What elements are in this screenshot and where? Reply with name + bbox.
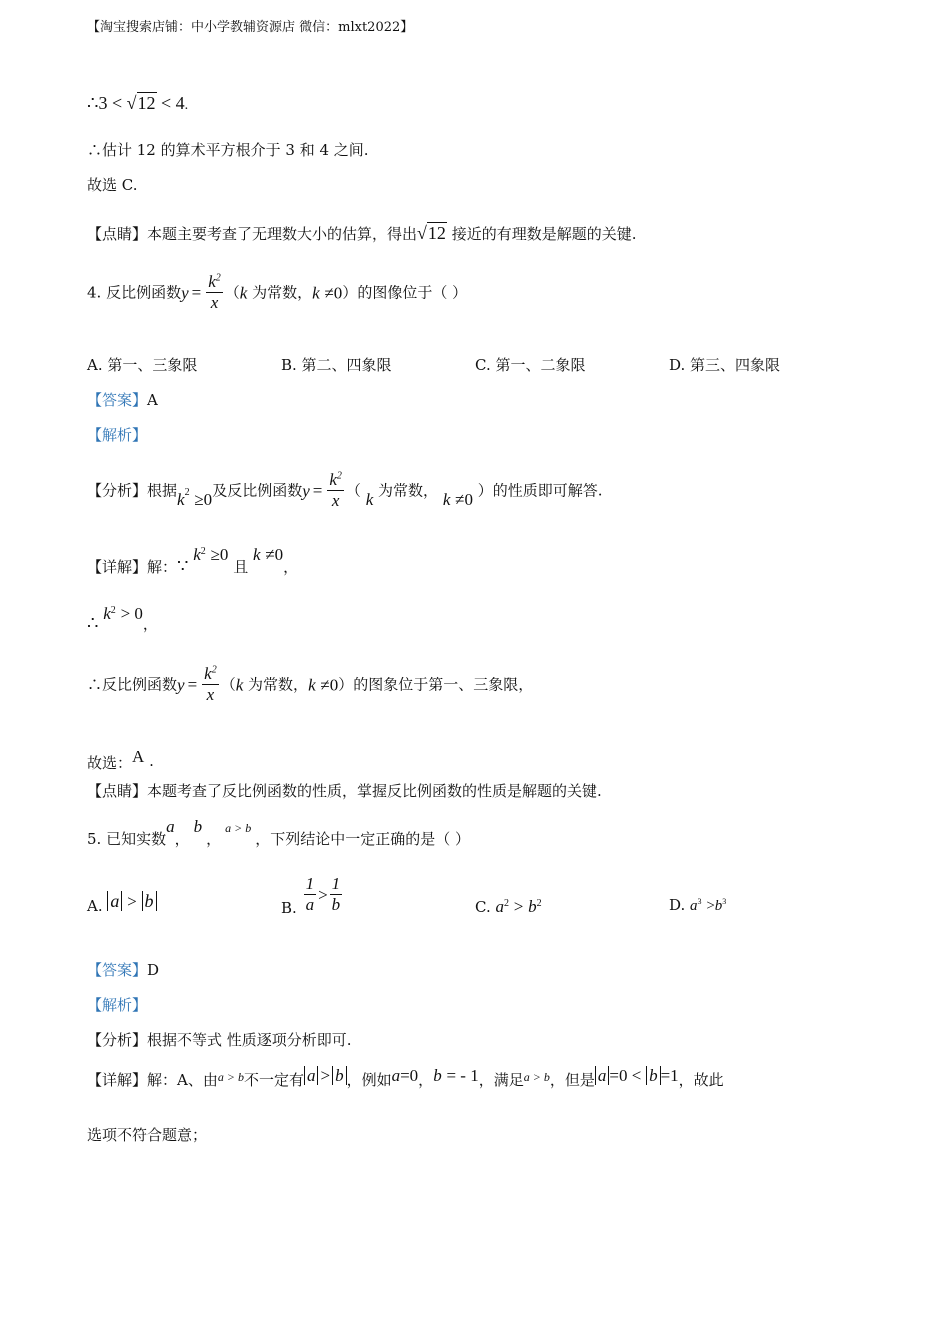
q4-detail-step3: ∴反比例函数y = $\frac{k^2}{x}$ （k 为常数，k ≠0）的图象位于第一、三象限， bbox=[87, 664, 534, 705]
q4-option-d[interactable]: D. 第三、四象限 bbox=[669, 356, 781, 374]
fraction-k2-over-x: $\frac{k^2}{x}$ bbox=[208, 272, 221, 313]
q5-detail-cont: 选项不符合题意； bbox=[87, 1126, 208, 1144]
answer-tag: 【答案】 bbox=[87, 961, 148, 979]
question-5: 5. 已知实数a，b，a > b，下列结论中一定正确的是（ ） bbox=[87, 817, 471, 848]
q4-option-c[interactable]: C. 第一、二象限 bbox=[475, 356, 586, 374]
page-header: 【淘宝搜索店铺：中小学教辅资源店 微信：mlxt2022】 bbox=[87, 20, 414, 35]
sqrt-12-inline: √12 bbox=[417, 223, 446, 243]
q5-answer: 【答案】D bbox=[87, 961, 160, 979]
q5-analysis: 【分析】根据不等式 性质逐项分析即可. bbox=[87, 1031, 352, 1049]
q5-option-d[interactable]: D. $a^3 >b^3$ bbox=[669, 896, 727, 914]
sqrt-12: √12 bbox=[126, 93, 156, 113]
q4-option-b[interactable]: B. 第二、四象限 bbox=[281, 356, 392, 374]
q4-detail-step2: ∴ $k^2 > 0$， bbox=[87, 604, 158, 633]
q4-note: 【点睛】本题考查了反比例函数的性质，掌握反比例函数的性质是解题的关键. bbox=[87, 782, 602, 800]
q4-detail: 【详解】解：∵ $k^2 \ge 0$ 且 k ≠0， bbox=[87, 545, 299, 576]
question-4: 4. 反比例函数y = $\frac{k^2}{x}$ （k 为常数，k ≠0）的图像位于（ ） bbox=[87, 272, 468, 313]
estimate-conclusion: ∴估计 12 的算术平方根介于 3 和 4 之间. bbox=[87, 141, 369, 159]
q4-analysis: 【分析】根据k2 ≥0及反比例函数y = $\frac{k^2}{x}$ （ k 为常数， k ≠0 ）的性质即可解答. bbox=[87, 470, 603, 511]
q5-option-c[interactable]: C. $a^2 > b^2$ bbox=[475, 897, 542, 916]
q4-answer: 【答案】A bbox=[87, 391, 158, 409]
fraction-1-over-a: $\frac{1}{a}$ bbox=[305, 874, 315, 915]
q5-option-b[interactable]: B. $\frac{1}{a}$ > $\frac{1}{b}$ bbox=[281, 874, 341, 917]
q5-option-a[interactable]: A. a > b bbox=[87, 892, 157, 914]
q4-option-a[interactable]: A. 第一、三象限 bbox=[87, 356, 198, 374]
q5-detail: 【详解】解：A、由a > b不一定有 a > b ，例如a=0，b = - 1，满足a > b，但是 a =0 < b =1，故此 bbox=[87, 1066, 724, 1089]
fraction-1-over-b: $\frac{1}{b}$ bbox=[331, 874, 341, 915]
therefore-symbol: ∴ bbox=[87, 613, 99, 633]
note-q3: 【点睛】本题主要考查了无理数大小的估算，得出√12 接近的有理数是解题的关键. bbox=[87, 223, 637, 243]
because-symbol: ∵ bbox=[177, 556, 189, 576]
q4-choose: 故选：A . bbox=[87, 747, 154, 772]
q5-analysis-tag: 【解析】 bbox=[87, 996, 148, 1014]
choose-c: 故选 C. bbox=[87, 176, 138, 194]
fraction-k2-over-x: $\frac{k^2}{x}$ bbox=[204, 664, 217, 705]
therefore-symbol: ∴ bbox=[87, 93, 99, 113]
estimate-inequality: ∴3 < √12 < 4. bbox=[87, 93, 189, 113]
fraction-k2-over-x: $\frac{k^2}{x}$ bbox=[329, 470, 342, 511]
q4-analysis-tag: 【解析】 bbox=[87, 426, 148, 444]
answer-tag: 【答案】 bbox=[87, 391, 148, 409]
